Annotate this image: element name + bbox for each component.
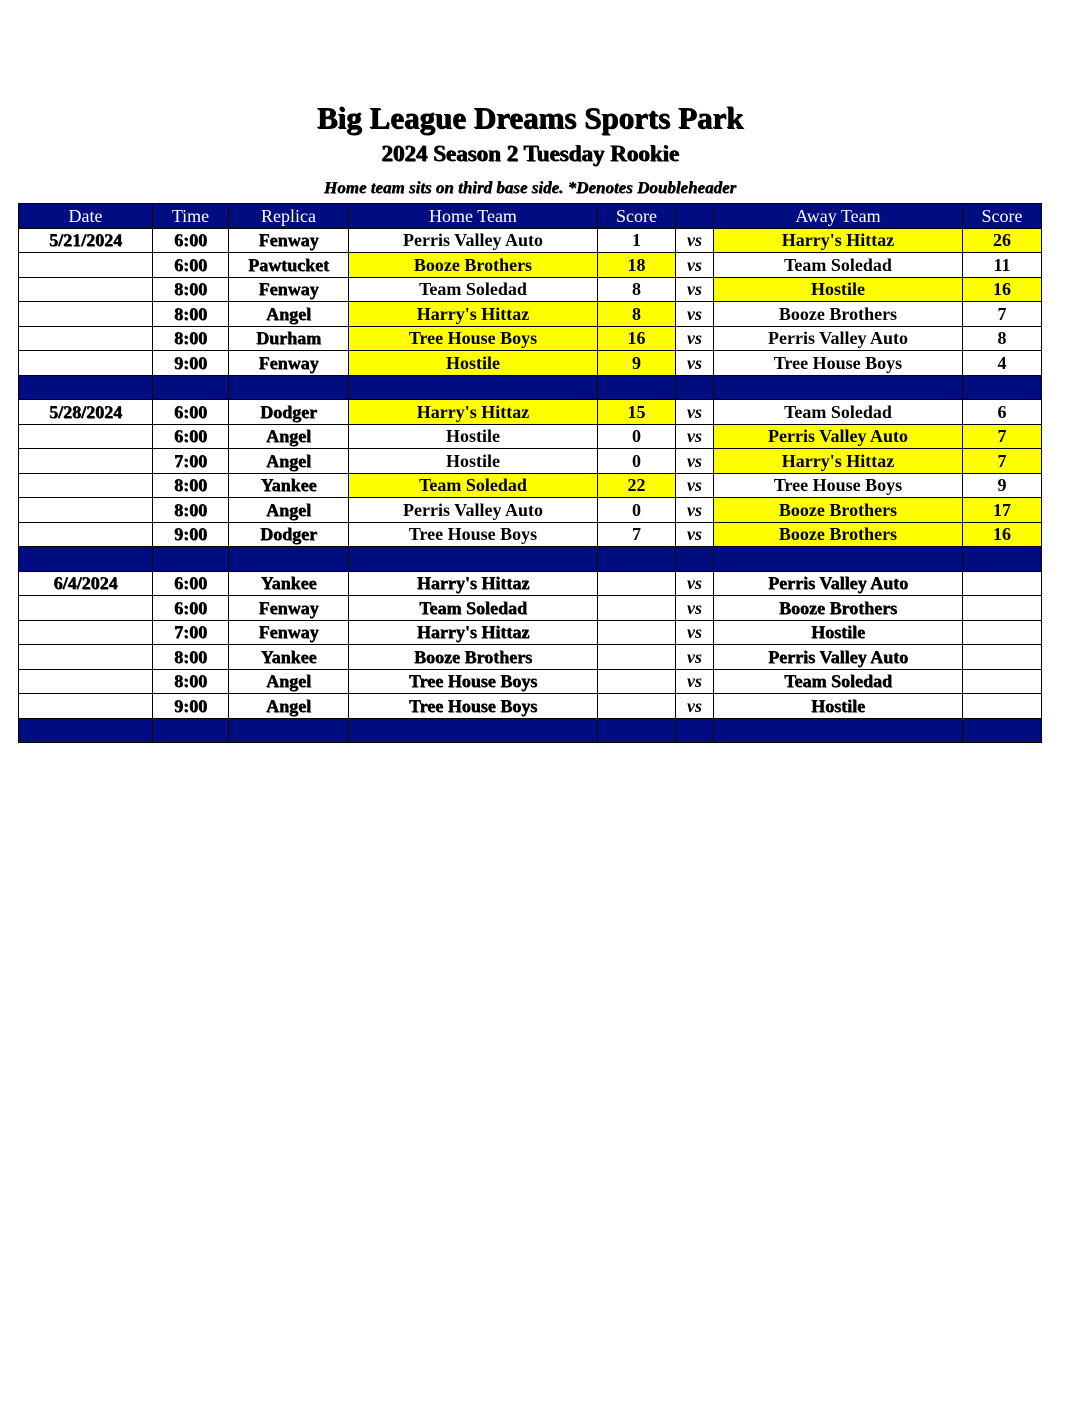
time-cell: 8:00 (153, 498, 229, 523)
away-score-cell: 6 (963, 400, 1042, 425)
replica-cell: Fenway (229, 620, 349, 645)
home-score-cell (598, 620, 676, 645)
time-cell: 8:00 (153, 302, 229, 327)
time-cell: 6:00 (153, 596, 229, 621)
separator-cell (229, 375, 349, 400)
away-team-cell: Team Soledad (714, 669, 963, 694)
home-score-cell: 7 (598, 522, 676, 547)
home-team-cell: Tree House Boys (349, 326, 598, 351)
away-score-cell: 26 (963, 228, 1042, 253)
home-score-cell (598, 645, 676, 670)
table-row (19, 400, 1042, 425)
vs-cell: vs (676, 645, 714, 670)
separator-cell (676, 375, 714, 400)
vs-cell: vs (676, 473, 714, 498)
time-cell: 9:00 (153, 351, 229, 376)
date-cell (19, 302, 153, 327)
header-note: Home team sits on third base side. *Denotes Doubleheader (323, 178, 737, 197)
vs-cell: vs (676, 694, 714, 719)
table-row (19, 449, 1042, 474)
date-cell (19, 498, 153, 523)
vs-cell: vs (676, 400, 714, 425)
away-team-cell: Team Soledad (714, 253, 963, 278)
separator-cell (598, 718, 676, 743)
away-team-cell: Team Soledad (714, 400, 963, 425)
table-row (19, 473, 1042, 498)
page-title: Big League Dreams Sports Park (316, 100, 744, 135)
home-score-cell: 8 (598, 302, 676, 327)
table-row (19, 351, 1042, 376)
home-team-cell: Harry's Hittaz (349, 302, 598, 327)
replica-cell: Fenway (229, 277, 349, 302)
date-cell (19, 253, 153, 278)
away-score-cell: 8 (963, 326, 1042, 351)
date-cell: 5/28/2024 (19, 400, 153, 425)
away-team-cell: Harry's Hittaz (714, 228, 963, 253)
separator-cell (153, 547, 229, 572)
home-score-cell (598, 571, 676, 596)
vs-cell: vs (676, 351, 714, 376)
table-row (19, 571, 1042, 596)
separator-cell (676, 547, 714, 572)
time-cell: 6:00 (153, 571, 229, 596)
schedule-body (19, 228, 1042, 743)
page-subtitle: 2024 Season 2 Tuesday Rookie (381, 141, 679, 166)
away-score-cell (963, 694, 1042, 719)
home-team-cell: Harry's Hittaz (349, 571, 598, 596)
vs-cell: vs (676, 620, 714, 645)
home-team-cell: Tree House Boys (349, 669, 598, 694)
home-score-cell: 0 (598, 498, 676, 523)
away-team-cell: Booze Brothers (714, 522, 963, 547)
column-header-vs (676, 204, 714, 229)
vs-cell: vs (676, 669, 714, 694)
home-team-cell: Team Soledad (349, 473, 598, 498)
away-team-cell: Perris Valley Auto (714, 326, 963, 351)
separator-cell (19, 375, 153, 400)
vs-cell: vs (676, 253, 714, 278)
vs-cell: vs (676, 596, 714, 621)
table-header-row (19, 204, 1042, 229)
date-cell (19, 326, 153, 351)
separator-cell (349, 718, 598, 743)
column-header-date: Date (19, 204, 153, 229)
separator-cell (963, 375, 1042, 400)
separator-cell (349, 375, 598, 400)
date-cell (19, 596, 153, 621)
replica-cell: Fenway (229, 596, 349, 621)
table-row (19, 424, 1042, 449)
table-row (19, 326, 1042, 351)
away-score-cell (963, 620, 1042, 645)
away-team-cell: Tree House Boys (714, 351, 963, 376)
separator-cell (19, 547, 153, 572)
replica-cell: Fenway (229, 228, 349, 253)
separator-cell (714, 718, 963, 743)
separator-cell (676, 718, 714, 743)
away-score-cell: 17 (963, 498, 1042, 523)
separator-cell (598, 375, 676, 400)
home-score-cell (598, 596, 676, 621)
vs-cell: vs (676, 424, 714, 449)
vs-cell: vs (676, 498, 714, 523)
date-cell (19, 424, 153, 449)
away-score-cell (963, 571, 1042, 596)
vs-cell: vs (676, 277, 714, 302)
table-row (19, 645, 1042, 670)
table-row (19, 302, 1042, 327)
table-row (19, 522, 1042, 547)
replica-cell: Angel (229, 498, 349, 523)
away-score-cell: 16 (963, 277, 1042, 302)
home-score-cell: 18 (598, 253, 676, 278)
separator-cell (963, 718, 1042, 743)
vs-cell: vs (676, 302, 714, 327)
replica-cell: Angel (229, 694, 349, 719)
separator-cell (153, 375, 229, 400)
home-team-cell: Team Soledad (349, 277, 598, 302)
home-team-cell: Booze Brothers (349, 645, 598, 670)
date-cell (19, 620, 153, 645)
home-team-cell: Team Soledad (349, 596, 598, 621)
table-row (19, 694, 1042, 719)
away-team-cell: Hostile (714, 694, 963, 719)
home-score-cell (598, 669, 676, 694)
time-cell: 8:00 (153, 669, 229, 694)
date-cell (19, 277, 153, 302)
away-score-cell: 7 (963, 302, 1042, 327)
table-row (19, 277, 1042, 302)
replica-cell: Yankee (229, 571, 349, 596)
time-cell: 9:00 (153, 522, 229, 547)
date-cell (19, 669, 153, 694)
replica-cell: Yankee (229, 645, 349, 670)
table-row (19, 669, 1042, 694)
separator-cell (714, 547, 963, 572)
date-cell: 5/21/2024 (19, 228, 153, 253)
time-cell: 8:00 (153, 473, 229, 498)
column-header-home-team: Home Team (349, 204, 598, 229)
home-team-cell: Perris Valley Auto (349, 498, 598, 523)
home-score-cell: 8 (598, 277, 676, 302)
separator-cell (963, 547, 1042, 572)
away-team-cell: Tree House Boys (714, 473, 963, 498)
home-team-cell: Tree House Boys (349, 694, 598, 719)
home-score-cell: 1 (598, 228, 676, 253)
time-cell: 9:00 (153, 694, 229, 719)
week-separator-row (19, 375, 1042, 400)
replica-cell: Fenway (229, 351, 349, 376)
away-score-cell (963, 596, 1042, 621)
table-row (19, 620, 1042, 645)
separator-cell (714, 375, 963, 400)
home-score-cell: 0 (598, 424, 676, 449)
time-cell: 6:00 (153, 400, 229, 425)
replica-cell: Angel (229, 302, 349, 327)
date-cell (19, 645, 153, 670)
home-team-cell: Perris Valley Auto (349, 228, 598, 253)
away-score-cell: 16 (963, 522, 1042, 547)
column-header-time: Time (153, 204, 229, 229)
separator-cell (153, 718, 229, 743)
week-separator-row (19, 718, 1042, 743)
home-team-cell: Booze Brothers (349, 253, 598, 278)
away-team-cell: Harry's Hittaz (714, 449, 963, 474)
away-score-cell (963, 645, 1042, 670)
home-score-cell: 16 (598, 326, 676, 351)
time-cell: 6:00 (153, 424, 229, 449)
away-team-cell: Booze Brothers (714, 498, 963, 523)
home-score-cell: 9 (598, 351, 676, 376)
vs-cell: vs (676, 228, 714, 253)
column-header-away-team: Away Team (714, 204, 963, 229)
home-score-cell: 15 (598, 400, 676, 425)
replica-cell: Yankee (229, 473, 349, 498)
away-team-cell: Hostile (714, 620, 963, 645)
table-row (19, 498, 1042, 523)
home-score-cell (598, 694, 676, 719)
replica-cell: Dodger (229, 522, 349, 547)
separator-cell (229, 547, 349, 572)
separator-cell (349, 547, 598, 572)
separator-cell (229, 718, 349, 743)
time-cell: 7:00 (153, 449, 229, 474)
away-team-cell: Hostile (714, 277, 963, 302)
schedule-table (18, 203, 1042, 743)
separator-cell (19, 718, 153, 743)
column-header-replica: Replica (229, 204, 349, 229)
away-score-cell: 4 (963, 351, 1042, 376)
table-row (19, 228, 1042, 253)
vs-cell: vs (676, 522, 714, 547)
home-team-cell: Hostile (349, 351, 598, 376)
away-score-cell: 7 (963, 424, 1042, 449)
table-row (19, 596, 1042, 621)
time-cell: 8:00 (153, 277, 229, 302)
home-team-cell: Tree House Boys (349, 522, 598, 547)
home-score-cell: 0 (598, 449, 676, 474)
time-cell: 8:00 (153, 326, 229, 351)
away-score-cell (963, 669, 1042, 694)
replica-cell: Durham (229, 326, 349, 351)
date-cell (19, 449, 153, 474)
date-cell (19, 473, 153, 498)
home-team-cell: Hostile (349, 424, 598, 449)
time-cell: 6:00 (153, 228, 229, 253)
home-team-cell: Hostile (349, 449, 598, 474)
date-cell (19, 694, 153, 719)
date-cell (19, 522, 153, 547)
away-team-cell: Booze Brothers (714, 302, 963, 327)
replica-cell: Angel (229, 449, 349, 474)
away-team-cell: Perris Valley Auto (714, 645, 963, 670)
away-score-cell: 11 (963, 253, 1042, 278)
vs-cell: vs (676, 449, 714, 474)
home-score-cell: 22 (598, 473, 676, 498)
away-score-cell: 7 (963, 449, 1042, 474)
date-cell (19, 351, 153, 376)
separator-cell (598, 547, 676, 572)
replica-cell: Dodger (229, 400, 349, 425)
week-separator-row (19, 547, 1042, 572)
time-cell: 7:00 (153, 620, 229, 645)
replica-cell: Angel (229, 669, 349, 694)
vs-cell: vs (676, 326, 714, 351)
date-cell: 6/4/2024 (19, 571, 153, 596)
column-header-home-score: Score (598, 204, 676, 229)
away-team-cell: Perris Valley Auto (714, 571, 963, 596)
away-team-cell: Perris Valley Auto (714, 424, 963, 449)
replica-cell: Pawtucket (229, 253, 349, 278)
home-team-cell: Harry's Hittaz (349, 400, 598, 425)
time-cell: 8:00 (153, 645, 229, 670)
replica-cell: Angel (229, 424, 349, 449)
home-team-cell: Harry's Hittaz (349, 620, 598, 645)
table-row (19, 253, 1042, 278)
away-team-cell: Booze Brothers (714, 596, 963, 621)
vs-cell: vs (676, 571, 714, 596)
column-header-away-score: Score (963, 204, 1042, 229)
time-cell: 6:00 (153, 253, 229, 278)
away-score-cell: 9 (963, 473, 1042, 498)
